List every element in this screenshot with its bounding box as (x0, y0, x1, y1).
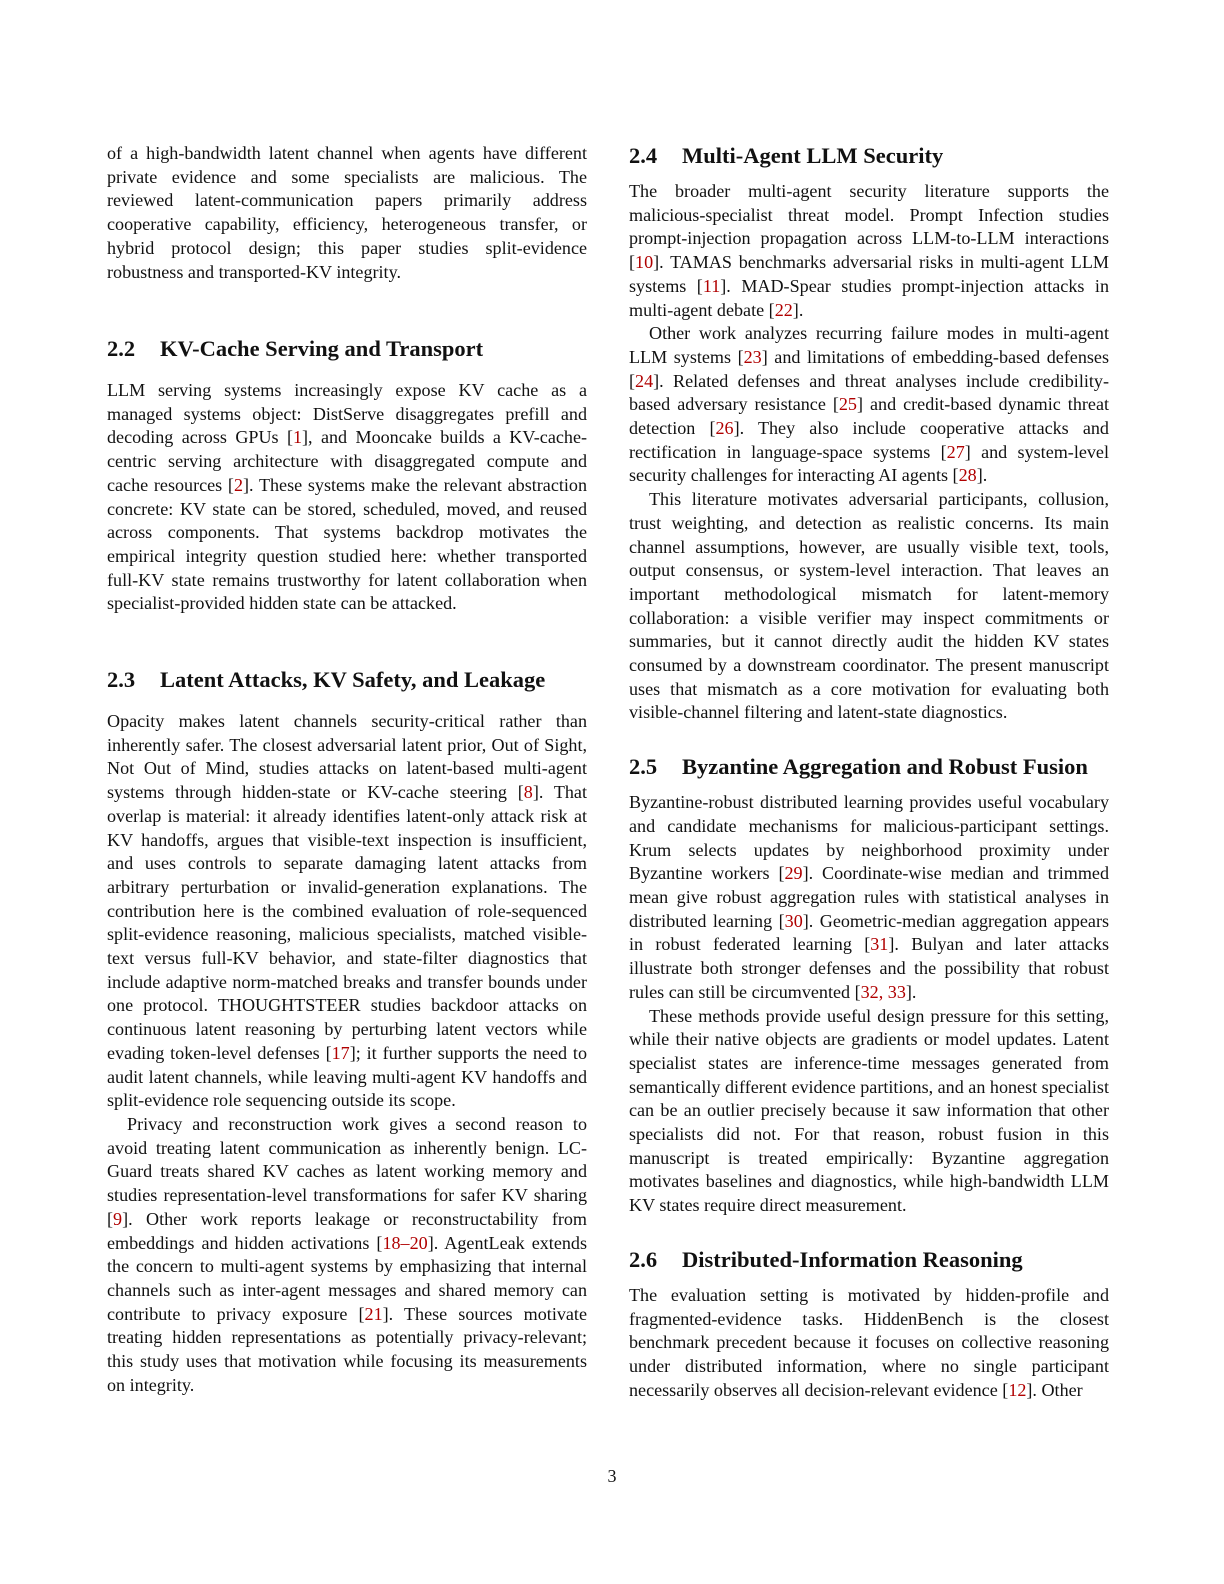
citation-link[interactable]: 28 (958, 465, 977, 486)
paragraph: The evaluation setting is motivated by hidden-profile and fragmented-evidence tasks. HiddenBench is the closest benchmark precedent because it focuses on collective reasoning under distributed information, where no single participant necessarily observes all decision-relevant evidence [12]. Other (629, 1284, 1109, 1400)
section-heading-2-4 (629, 142, 1109, 170)
citation-link[interactable]: 31 (870, 934, 889, 955)
citation-link[interactable]: 12 (1008, 1379, 1027, 1400)
paragraph: The broader multi-agent security literature supports the malicious-specialist threat model. Prompt Infection studies prompt-injection propagation across LLM-to-LLM interactions [10]. TAMAS benchmarks adversarial risks in multi-agent LLM systems [11]. MAD-Spear studies prompt-injection attacks in multi-agent debate [22]. (629, 181, 1109, 320)
citation-link[interactable]: 21 (364, 1303, 383, 1324)
paragraph: This literature motivates adversarial participants, collusion, trust weighting, and detection as realistic concerns. Its main channel assumptions, however, are usually visible text, tools, output consensus, or system-level interaction. That leaves an important methodological mismatch for latent-memory collaboration: a visible verifier may inspect commitments or summaries, but it cannot directly audit the hidden KV states consumed by a downstream coordinator. The present manuscript uses that mismatch as a core motivation for evaluating both visible-channel filtering and latent-state diagnostics. (629, 489, 1109, 723)
section-number: 2.2 (107, 336, 136, 361)
section-heading-2-3 (107, 666, 587, 694)
citation-link[interactable]: 25 (838, 394, 857, 415)
left-column (107, 142, 587, 1397)
citation-link[interactable]: 9 (113, 1208, 123, 1229)
paragraph: Opacity makes latent channels security-critical rather than inherently safer. The closest adversarial latent prior, Out of Sight, Not Out of Mind, studies attacks on latent-based multi-agent systems through hidden-state or KV-cache steering [8]. That overlap is material: it already identifies latent-only attack risk at KV handoffs, argues that visible-text inspection is insufficient, and uses controls to separate damaging latent attacks from arbitrary perturbation or invalid-generation explanations. The contribution here is the combined evaluation of role-sequenced split-evidence reasoning, malicious specialists, matched visible-text versus full-KV behavior, and state-filter diagnostics that include adaptive norm-matched breaks and transfer bounds under one protocol. THOUGHTSTEER studies backdoor attacks on continuous latent reasoning by perturbing latent vectors while evading token-level defenses [17]; it further supports the need to audit latent channels, while leaving multi-agent KV handoffs and split-evidence role sequencing outside its scope. (107, 711, 587, 1111)
paragraph: LLM serving systems increasingly expose KV cache as a managed systems object: DistServe disaggregates prefill and decoding across GPUs [1], and Mooncake builds a KV-cache-centric serving architecture with disaggregated compute and cache resources [2]. These systems make the relevant abstraction concrete: KV state can be stored, scheduled, moved, and reused across components. That systems backdrop motivates the empirical integrity question studied here: whether transported full-KV state remains trustworthy for latent collaboration when specialist-provided hidden state can be attacked. (107, 380, 588, 614)
citation-link[interactable]: 20 (409, 1232, 428, 1253)
citation-link[interactable]: 18 (382, 1232, 401, 1253)
citation-link[interactable]: 10 (635, 252, 654, 273)
citation-link[interactable]: 22 (774, 299, 793, 320)
citation-link[interactable]: 33 (887, 981, 906, 1002)
citation-link[interactable]: 2 (233, 474, 244, 495)
citation-link[interactable]: 30 (784, 910, 803, 931)
citation-link[interactable]: 27 (946, 441, 965, 462)
section-heading-2-2 (107, 335, 587, 363)
section-number: 2.6 (629, 1246, 658, 1272)
citation-link[interactable]: 11 (702, 275, 721, 296)
section-heading-2-5 (629, 753, 1109, 781)
intro-paragraph: of a high-bandwidth latent channel when agents have different private evidence and some specialists are malicious. The reviewed latent-communication papers primarily address cooperative capability, efficiency, heterogeneous transfer, or hybrid protocol design; this paper studies split-evidence robustness and transported-KV integrity. (107, 143, 587, 282)
citation-link[interactable]: 1 (292, 427, 303, 448)
right-column (629, 142, 1109, 1402)
section-heading-2-6 (629, 1246, 1109, 1274)
citation-link[interactable]: 23 (743, 346, 762, 367)
paragraph: Other work analyzes recurring failure modes in multi-agent LLM systems [23] and limitations of embedding-based defenses [24]. Related defenses and threat analyses include credibility-based adversary resistance [25] and credit-based dynamic threat detection [26]. They also include cooperative attacks and rectification in language-space systems [27] and system-level security challenges for interacting AI agents [28]. (629, 323, 1109, 486)
paragraph: Privacy and reconstruction work gives a second reason to avoid treating latent communication as inherently benign. LC-Guard treats shared KV caches as latent working memory and studies representation-level transformations for safer KV sharing [9]. Other work reports leakage or reconstructability from embeddings and hidden activations [18–20]. AgentLeak extends the concern to multi-agent systems by emphasizing that internal channels such as inter-agent messages and shared memory can contribute to privacy exposure [21]. These sources motivate treating hidden representations as potentially privacy-relevant; this study uses that motivation while focusing its measurements on integrity. (107, 1113, 588, 1395)
citation-link[interactable]: 8 (523, 782, 533, 803)
section-title: Latent Attacks, KV Safety, and Leakage (160, 667, 546, 693)
section-title: Distributed-Information Reasoning (682, 1246, 1023, 1272)
section-number: 2.4 (629, 143, 658, 168)
page-number: 3 (607, 1466, 617, 1486)
section-title: Multi-Agent LLM Security (682, 143, 944, 168)
section-title: KV-Cache Serving and Transport (160, 336, 484, 361)
citation-link[interactable]: 26 (715, 418, 734, 439)
citation-link[interactable]: 32 (860, 981, 879, 1002)
section-number: 2.5 (629, 754, 658, 780)
paragraph: Byzantine-robust distributed learning provides useful vocabulary and candidate mechanisms for malicious-participant settings. Krum selects updates by neighborhood proximity under Byzantine workers [29]. Coordinate-wise median and trimmed mean give robust aggregation rules with statistical analyses in distributed learning [30]. Geometric-median aggregation appears in robust federated learning [31]. Bulyan and later attacks illustrate both stronger defenses and the possibility that robust rules can still be circumvented [32, 33]. (629, 792, 1110, 1002)
citation-link[interactable]: 29 (784, 863, 803, 884)
citation-link[interactable]: 24 (635, 370, 654, 391)
section-title: Byzantine Aggregation and Robust Fusion (682, 754, 1088, 780)
paragraph: These methods provide useful design pressure for this setting, while their native objects are gradients or model updates. Latent specialist states are inference-time messages generated from semantically different evidence partitions, and an honest specialist can be an outlier precisely because it saw information that other specialists did not. For that reason, robust fusion in this manuscript is treated empirically: Byzantine aggregation motivates baselines and diagnostics, while high-bandwidth LLM KV states require direct measurement. (629, 1005, 1109, 1216)
citation-link[interactable]: 17 (331, 1042, 350, 1063)
section-number: 2.3 (107, 667, 136, 693)
